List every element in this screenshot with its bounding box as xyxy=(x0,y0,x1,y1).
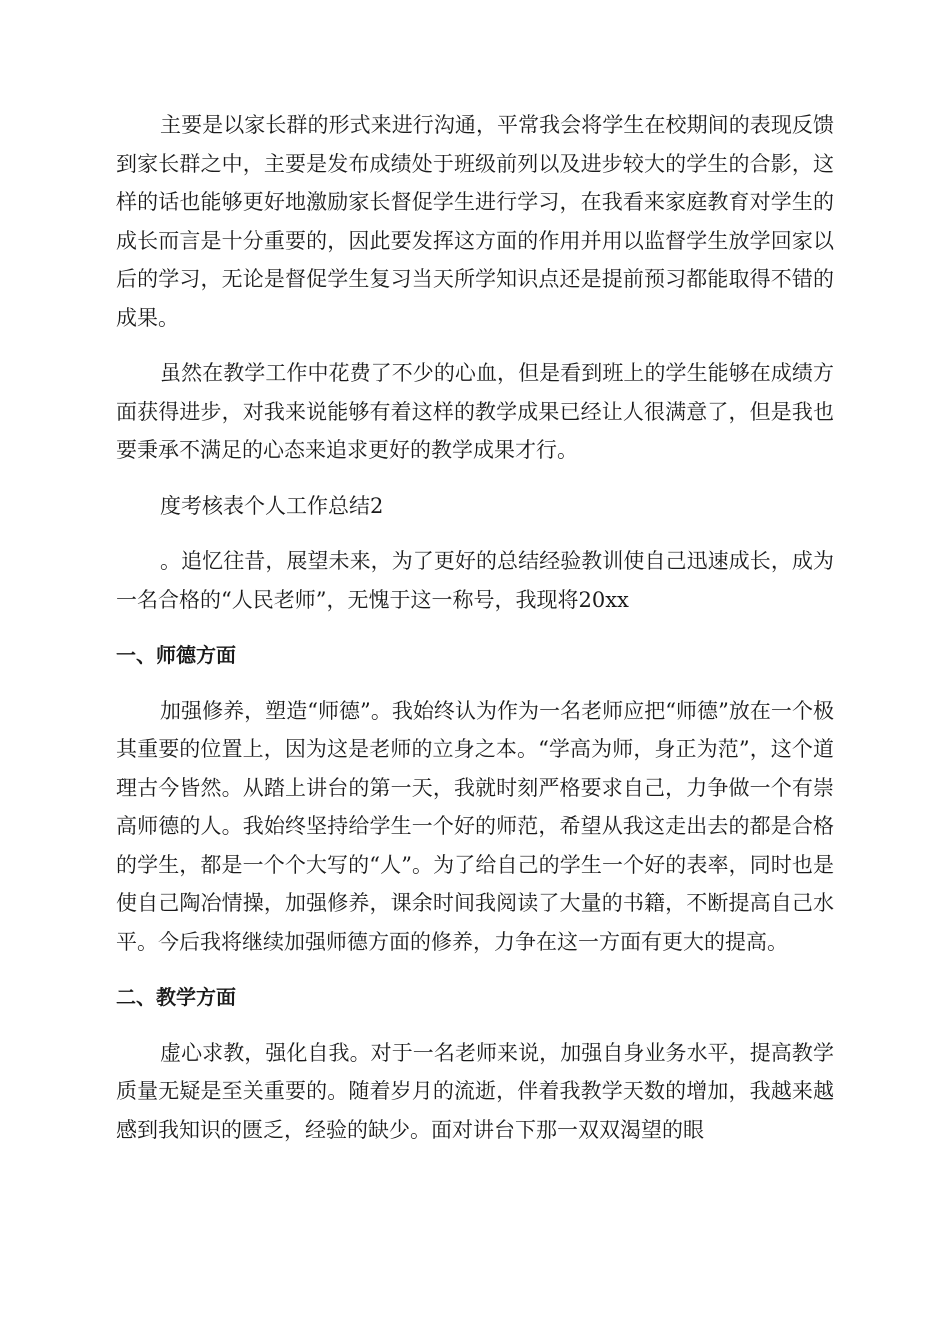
paragraph-parent-communication: 主要是以家长群的形式来进行沟通，平常我会将学生在校期间的表现反馈到家长群之中，主要是发布成绩处于班级前列以及进步较大的学生的合影，这样的话也能够更好地激励家长督促学生进行学习，在我看来家庭教育对学生的成长而言是十分重要的，因此要发挥这方面的作用并用以监督学生放学回家以后的学习，无论是督促学生复习当天所学知识点还是提前预习都能取得不错的成果。 xyxy=(116,113,834,330)
document-body xyxy=(116,106,834,1166)
paragraph-introduction: 。追忆往昔，展望未来，为了更好的总结经验教训使自己迅速成长，成为一名合格的“人民老师”，无愧于这一称号，我现将20xx xyxy=(116,549,834,612)
paragraph-teaching-results: 虽然在教学工作中花费了不少的心血，但是看到班上的学生能够在成绩方面获得进步，对我来说能够有着这样的教学成果已经让人很满意了，但是我也要秉承不满足的心态来追求更好的教学成果才行。 xyxy=(116,361,834,462)
section-heading-ethics: 一、师德方面 xyxy=(116,643,236,667)
paragraph-teaching: 虚心求教，强化自我。对于一名老师来说，加强自身业务水平，提高教学质量无疑是至关重要的。随着岁月的流逝，伴着我教学天数的增加，我越来越感到我知识的匮乏，经验的缺少。面对讲台下那一双双渴望的眼 xyxy=(116,1040,834,1142)
paragraph-summary-title: 度考核表个人工作总结2 xyxy=(160,493,384,518)
paragraph-ethics: 加强修养，塑造“师德”。我始终认为作为一名老师应把“师德”放在一个极其重要的位置上，因为这是老师的立身之本。“学高为师，身正为范”，这个道理古今皆然。从踏上讲台的第一天，我就时刻严格要求自己，力争做一个有崇高师德的人。我始终坚持给学生一个好的师范，希望从我这走出去的都是合格的学生，都是一个个大写的“人”。为了给自己的学生一个好的表率，同时也是使自己陶冶情操，加强修养，课余时间我阅读了大量的书籍，不断提高自己水平。今后我将继续加强师德方面的修养，力争在这一方面有更大的提高。 xyxy=(116,698,834,954)
section-heading-teaching: 二、教学方面 xyxy=(116,985,236,1009)
